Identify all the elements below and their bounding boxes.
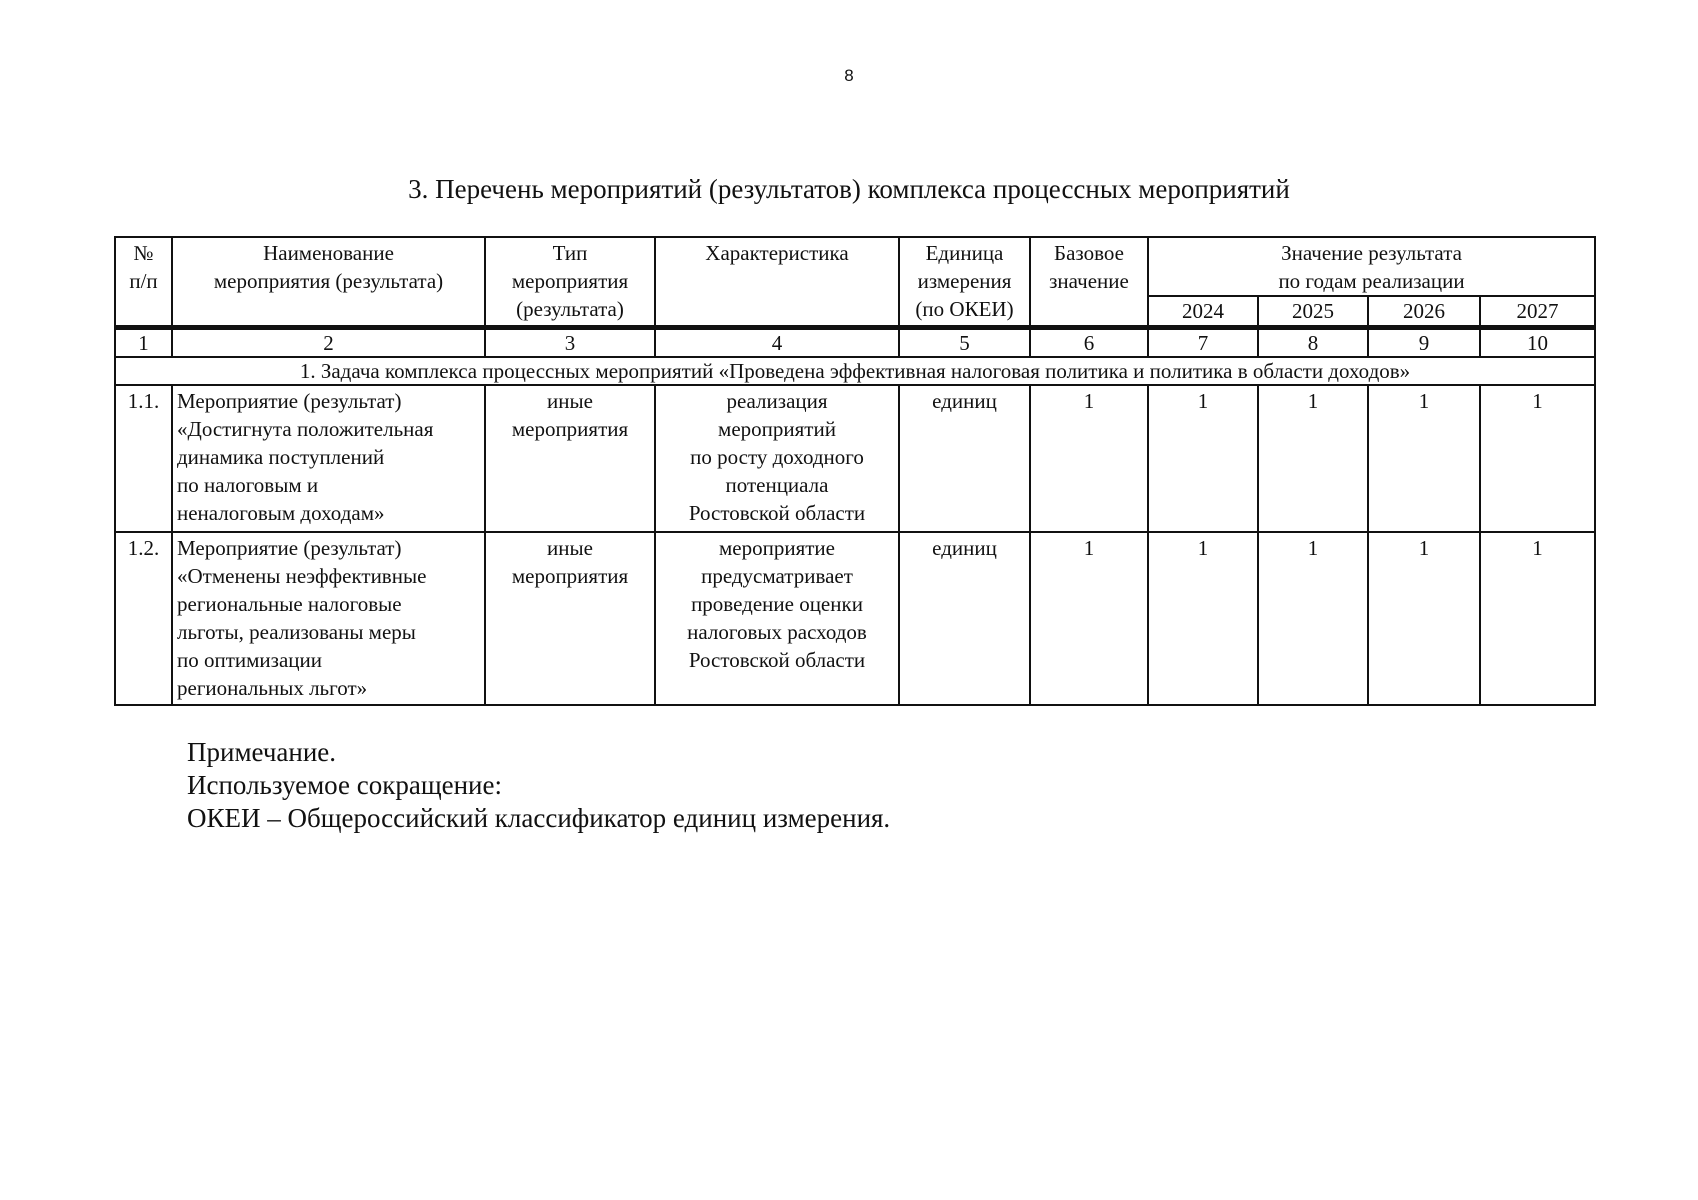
column-number: 8 [1258, 328, 1368, 358]
row-type: иные мероприятия [485, 385, 655, 532]
column-number-row [115, 328, 1595, 358]
row-value: 1 [1258, 532, 1368, 705]
table-row [115, 385, 1595, 532]
header-num: № п/п [115, 237, 172, 328]
section-title: 3. Перечень мероприятий (результатов) комплекса процессных мероприятий [408, 174, 1290, 204]
row-name: Мероприятие (результат) «Достигнута положительная динамика поступлений по налоговым и неналоговым доходам» [172, 385, 485, 532]
row-num: 1.2. [115, 532, 172, 705]
row-characteristic: реализация мероприятий по росту доходного потенциала Ростовской области [655, 385, 899, 532]
column-number: 6 [1030, 328, 1148, 358]
notes-line: ОКЕИ – Общероссийский классификатор единиц измерения. [187, 803, 891, 833]
row-value: 1 [1480, 385, 1595, 532]
page-number: 8 [844, 66, 854, 85]
header-year: 2027 [1480, 296, 1595, 328]
task-title: 1. Задача комплекса процессных мероприятий «Проведена эффективная налоговая политика и политика в области доходов» [115, 357, 1595, 385]
row-num: 1.1. [115, 385, 172, 532]
column-number: 4 [655, 328, 899, 358]
notes-heading: Примечание. [187, 737, 337, 767]
row-characteristic: мероприятие предусматривает проведение оценки налоговых расходов Ростовской области [655, 532, 899, 705]
row-value: 1 [1258, 385, 1368, 532]
row-value: 1 [1480, 532, 1595, 705]
row-value: 1 [1368, 385, 1480, 532]
row-value: 1 [1148, 532, 1258, 705]
header-row [115, 237, 1595, 296]
activities-table [114, 236, 1596, 706]
notes-line: Используемое сокращение: [187, 770, 502, 800]
task-row [115, 357, 1595, 385]
header-values-group: Значение результата по годам реализации [1148, 237, 1595, 296]
header-year: 2026 [1368, 296, 1480, 328]
table-row [115, 532, 1595, 705]
column-number: 10 [1480, 328, 1595, 358]
row-base: 1 [1030, 385, 1148, 532]
header-year: 2025 [1258, 296, 1368, 328]
row-type: иные мероприятия [485, 532, 655, 705]
row-unit: единиц [899, 385, 1030, 532]
row-name: Мероприятие (результат) «Отменены неэффективные региональные налоговые льготы, реализованы меры по оптимизации региональных льгот» [172, 532, 485, 705]
column-number: 5 [899, 328, 1030, 358]
column-number: 2 [172, 328, 485, 358]
header-unit: Единица измерения (по ОКЕИ) [899, 237, 1030, 328]
header-base: Базовое значение [1030, 237, 1148, 328]
header-year: 2024 [1148, 296, 1258, 328]
header-name: Наименование мероприятия (результата) [172, 237, 485, 328]
column-number: 1 [115, 328, 172, 358]
column-number: 7 [1148, 328, 1258, 358]
header-type: Тип мероприятия (результата) [485, 237, 655, 328]
column-number: 3 [485, 328, 655, 358]
row-unit: единиц [899, 532, 1030, 705]
column-number: 9 [1368, 328, 1480, 358]
row-value: 1 [1148, 385, 1258, 532]
row-value: 1 [1368, 532, 1480, 705]
row-base: 1 [1030, 532, 1148, 705]
notes [187, 736, 890, 835]
header-characteristic: Характеристика [655, 237, 899, 328]
